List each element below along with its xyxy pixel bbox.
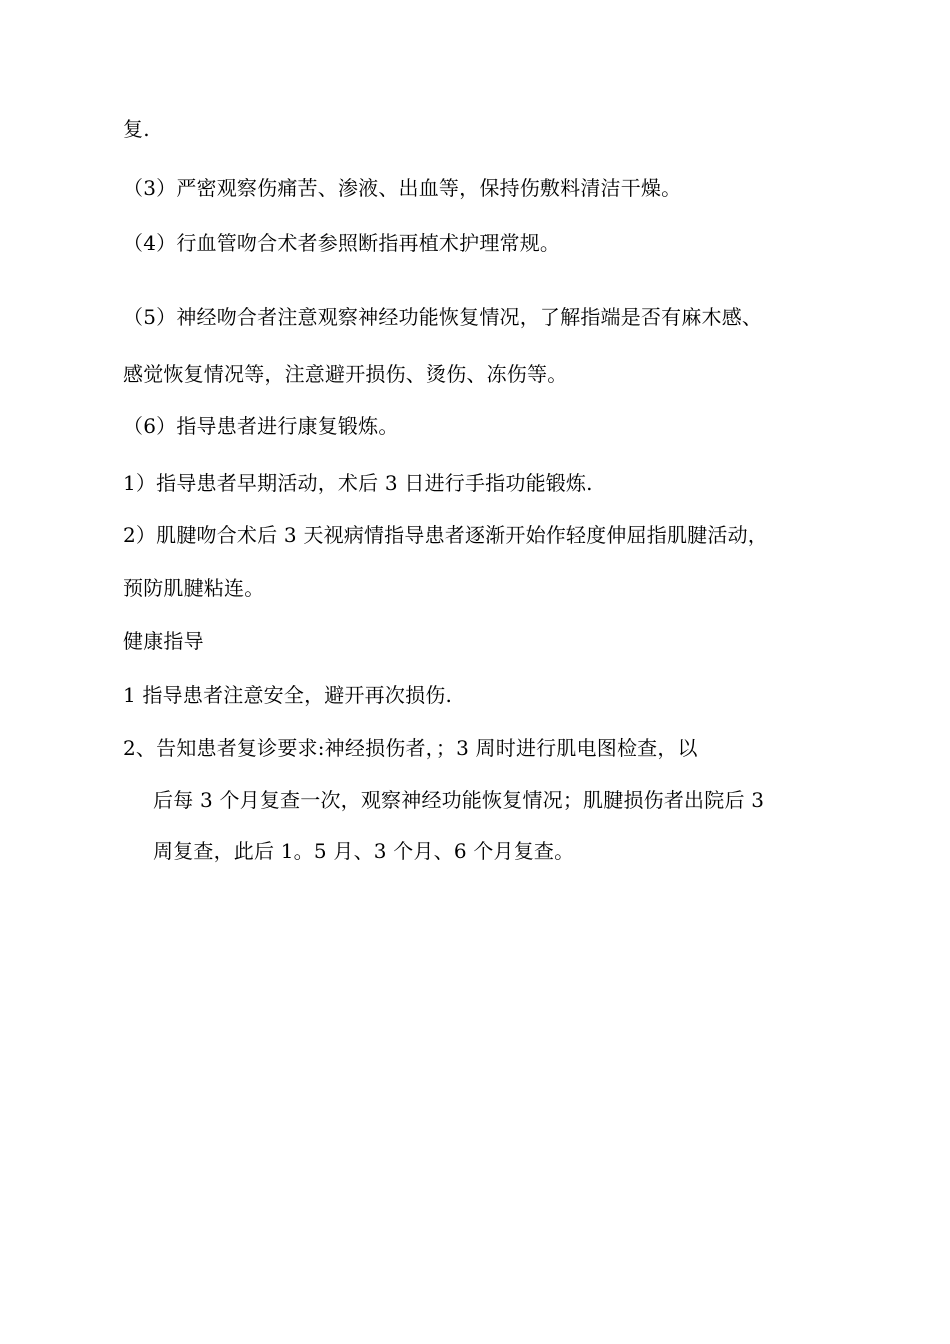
text-line-subitem-1: 1）指导患者早期活动，术后 3 日进行手指功能锻炼. <box>123 471 593 495</box>
text-line-guidance-1: 1 指导患者注意安全，避开再次损伤. <box>123 683 453 707</box>
text-line-guidance-2-cont-1: 后每 3 个月复查一次，观察神经功能恢复情况；肌腱损伤者出院后 3 <box>153 788 765 812</box>
text-line-item-3: （3）严密观察伤痛苦、渗液、出血等，保持伤敷料清洁干燥。 <box>123 176 682 200</box>
text-line-guidance-2-cont-2: 周复查，此后 1。5 月、3 个月、6 个月复查。 <box>153 839 575 863</box>
section-heading-health-guidance: 健康指导 <box>123 629 204 653</box>
text-line-item-5: （5）神经吻合者注意观察神经功能恢复情况，了解指端是否有麻木感、 <box>123 305 763 329</box>
text-line-item-6: （6）指导患者进行康复锻炼。 <box>123 414 399 438</box>
text-line-guidance-2: 2、告知患者复诊要求:神经损伤者，；3 周时进行肌电图检查，以 <box>123 736 698 760</box>
text-line-subitem-2-cont: 预防肌腱粘连。 <box>123 576 265 600</box>
text-line-subitem-2: 2）肌腱吻合术后 3 天视病情指导患者逐渐开始作轻度伸屈指肌腱活动， <box>123 523 768 547</box>
text-line-continuation: 复. <box>123 117 150 141</box>
text-line-item-5-cont: 感觉恢复情况等，注意避开损伤、烫伤、冻伤等。 <box>123 362 568 386</box>
text-line-item-4: （4）行血管吻合术者参照断指再植术护理常规。 <box>123 231 561 255</box>
